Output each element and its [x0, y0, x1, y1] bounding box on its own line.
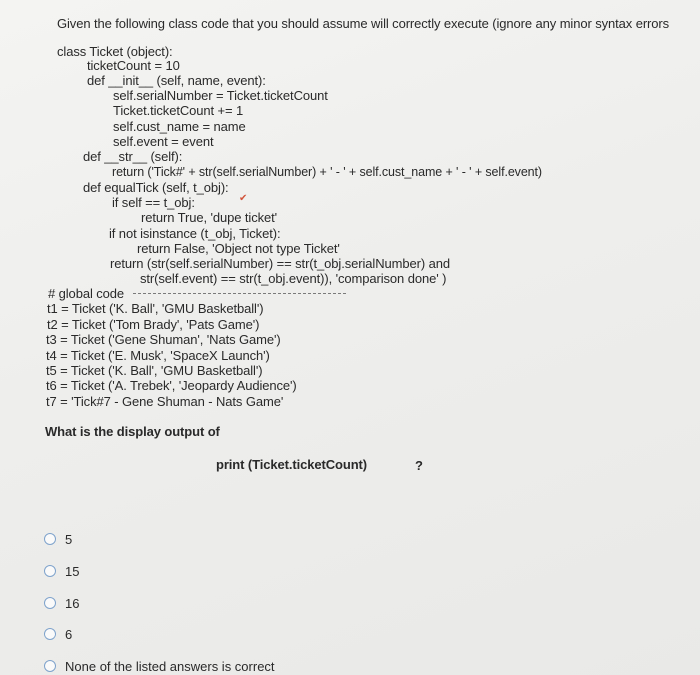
code-if-self: if self == t_obj:: [112, 195, 195, 210]
radio-button[interactable]: [44, 628, 56, 640]
code-return-cmp-2: str(self.event) == str(t_obj.event)), 'comparison done' ): [140, 271, 447, 286]
radio-button[interactable]: [44, 533, 56, 545]
code-t1: t1 = Ticket ('K. Ball', 'GMU Basketball'): [47, 301, 264, 316]
option-label: 16: [65, 595, 80, 611]
code-def-equal: def equalTick (self, t_obj):: [83, 180, 229, 195]
option-15[interactable]: [44, 563, 79, 579]
code-t7: t7 = 'Tick#7 - Gene Shuman - Nats Game': [46, 394, 284, 409]
option-16[interactable]: [44, 595, 79, 611]
code-def-str: def __str__ (self):: [83, 149, 183, 164]
radio-button[interactable]: [44, 660, 56, 672]
code-ticket-count: ticketCount = 10: [87, 58, 180, 73]
option-label: 5: [65, 531, 73, 547]
code-if-not: if not isinstance (t_obj, Ticket):: [109, 226, 281, 241]
cursor-mark-icon: ✔: [239, 193, 248, 204]
code-t2: t2 = Ticket ('Tom Brady', 'Pats Game'): [47, 317, 260, 332]
option-label: 6: [65, 626, 73, 642]
code-t3: t3 = Ticket ('Gene Shuman', 'Nats Game'): [46, 332, 281, 347]
code-incr: Ticket.ticketCount += 1: [113, 103, 244, 118]
question-intro: Given the following class code that you should assume will correctly execute (ignore any minor syntax errors: [57, 16, 670, 31]
code-return-str: return ('Tick#' + str(self.serialNumber) + ' - ' + self.cust_name + ' - ' + self.event): [112, 165, 542, 179]
code-cust-name: self.cust_name = name: [113, 119, 246, 134]
option-6[interactable]: [44, 626, 72, 642]
question-mark: ?: [415, 458, 423, 473]
separator-line: [133, 293, 346, 294]
code-return-cmp-1: return (str(self.serialNumber) == str(t_obj.serialNumber) and: [110, 256, 450, 271]
code-global-comment: # global code: [48, 286, 125, 301]
option-label: 15: [65, 563, 80, 579]
print-statement: print (Ticket.ticketCount): [216, 457, 368, 472]
radio-button[interactable]: [44, 597, 56, 609]
code-event: self.event = event: [113, 134, 214, 149]
code-t6: t6 = Ticket ('A. Trebek', 'Jeopardy Audience'): [46, 378, 297, 393]
option-none[interactable]: [44, 658, 275, 674]
code-return-false: return False, 'Object not type Ticket': [137, 241, 340, 256]
option-5[interactable]: [44, 531, 72, 547]
code-return-dupe: return True, 'dupe ticket': [141, 210, 278, 225]
code-class-def: class Ticket (object):: [57, 44, 173, 59]
option-label: None of the listed answers is correct: [65, 658, 275, 674]
radio-button[interactable]: [44, 565, 56, 577]
code-serial: self.serialNumber = Ticket.ticketCount: [113, 88, 328, 103]
code-t5: t5 = Ticket ('K. Ball', 'GMU Basketball'): [46, 363, 263, 378]
code-def-init: def __init__ (self, name, event):: [87, 73, 266, 88]
question-prompt: What is the display output of: [45, 424, 220, 439]
code-t4: t4 = Ticket ('E. Musk', 'SpaceX Launch'): [46, 348, 270, 363]
